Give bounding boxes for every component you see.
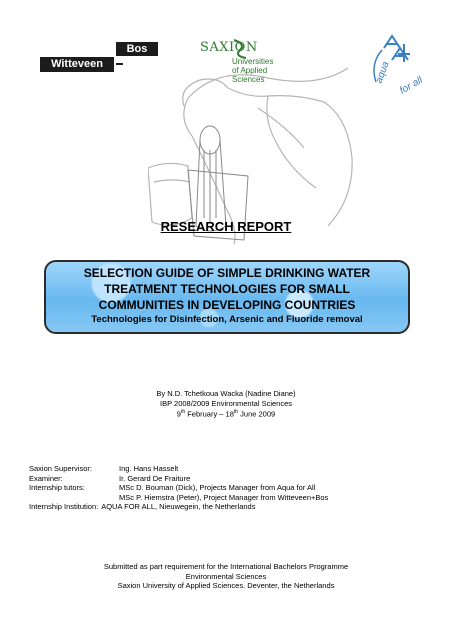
title-subtitle: Technologies for Disinfection, Arsenic and Fluoride removal <box>91 314 363 325</box>
title-line-1: SELECTION GUIDE OF SIMPLE DRINKING WATER <box>83 266 371 280</box>
author-dates: 9th February – 18th June 2009 <box>176 409 276 419</box>
role-row: Internship Institution: AQUA FOR ALL, Nieuwegein, the Netherlands <box>29 502 256 511</box>
author-name: By N.D. Tchetkoua Wacka (Nadine Diane) <box>156 389 296 398</box>
footer-line: Environmental Sciences <box>185 571 267 581</box>
supervision-list <box>29 464 328 512</box>
role-row: Saxion Supervisor: Ing. Hans Hasselt <box>29 464 179 473</box>
title-box <box>44 260 410 334</box>
role-row: MSc P. Hiemstra (Peter), Project Manager from Witteveen+Bos <box>119 492 329 502</box>
aqua-for-all-emblem-icon <box>362 34 434 106</box>
saxion-subtitle: Universities of Applied Sciences <box>232 57 274 84</box>
svg-text:aqua: aqua <box>373 60 392 85</box>
research-report-heading: RESEARCH REPORT <box>160 219 292 234</box>
author-programme: IBP 2008/2009 Environmental Sciences <box>159 398 293 408</box>
author-block <box>0 389 452 419</box>
title-line-2: TREATMENT TECHNOLOGIES FOR SMALL <box>104 282 350 296</box>
footer-line: Saxion University of Applied Sciences. Deventer, the Netherlands <box>117 581 335 590</box>
role-row: Internship tutors: MSc D. Bouman (Dick), Projects Manager from Aqua for All <box>29 483 316 492</box>
logo-plus-dash <box>116 63 123 65</box>
submission-note <box>0 562 452 591</box>
role-row: Examiner: Ir. Gerard De Fraiture <box>29 473 191 483</box>
footer-line: Submitted as part requirement for the International Bachelors Programme <box>103 562 349 571</box>
logo-witteveen-text: Witteveen <box>40 57 114 72</box>
saxion-name: SAXION <box>200 40 258 55</box>
svg-text:for all: for all <box>398 74 425 97</box>
title-line-3: COMMUNITIES IN DEVELOPING COUNTRIES <box>98 298 356 312</box>
aqua-for-all-logo <box>362 34 434 106</box>
logo-bos-text: Bos <box>116 42 158 56</box>
